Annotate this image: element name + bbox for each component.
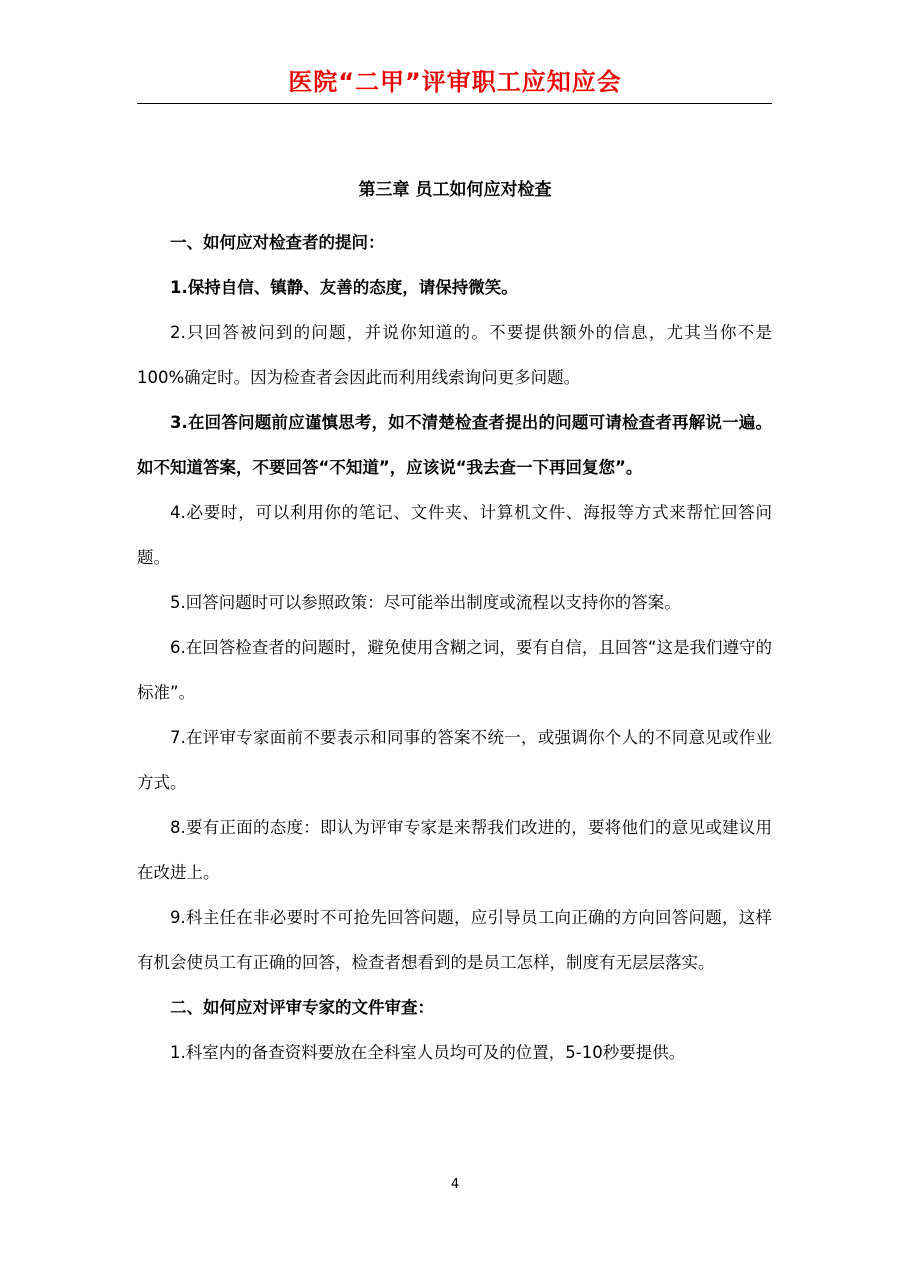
chapter-title: 第三章 员工如何应对检查 xyxy=(358,180,552,200)
list-item: 9.科主任在非必要时不可抢先回答问题，应引导员工向正确的方向回答问题，这样有机会使员工有正确的回答，检查者想看到的是员工怎样，制度有无层层落实。 xyxy=(137,908,772,972)
list-item: 4.必要时，可以利用你的笔记、文件夹、计算机文件、海报等方式来帮忙回答问题。 xyxy=(137,503,772,567)
header-divider xyxy=(137,103,772,104)
list-item: 3.在回答问题前应谨慎思考，如不清楚检查者提出的问题可请检查者再解说一遍。如不知道答案，不要回答“不知道”，应该说“我去查一下再回复您”。 xyxy=(137,413,772,477)
list-item: 2.只回答被问到的问题，并说你知道的。不要提供额外的信息，尤其当你不是100%确定时。因为检查者会因此而利用线索询问更多问题。 xyxy=(137,323,772,387)
page-number: 4 xyxy=(450,1177,460,1192)
list-item: 7.在评审专家面前不要表示和同事的答案不统一，或强调你个人的不同意见或作业方式。 xyxy=(137,728,772,792)
section-heading: 二、如何应对评审专家的文件审查： xyxy=(170,998,434,1017)
section-heading: 一、如何应对检查者的提问： xyxy=(170,233,385,252)
document-body xyxy=(137,220,772,1075)
list-item: 8.要有正面的态度：即认为评审专家是来帮我们改进的，要将他们的意见或建议用在改进上。 xyxy=(137,818,772,882)
document-header-title: 医院“二甲”评审职工应知应会 xyxy=(288,68,622,96)
list-item: 1.科室内的备查资料要放在全科室人员均可及的位置，5-10秒要提供。 xyxy=(170,1043,686,1062)
list-item: 6.在回答检查者的问题时，避免使用含糊之词，要有自信，且回答“这是我们遵守的标准”。 xyxy=(137,638,772,702)
list-item: 1.保持自信、镇静、友善的态度，请保持微笑。 xyxy=(170,278,518,297)
list-item: 5.回答问题时可以参照政策：尽可能举出制度或流程以支持你的答案。 xyxy=(170,593,681,612)
